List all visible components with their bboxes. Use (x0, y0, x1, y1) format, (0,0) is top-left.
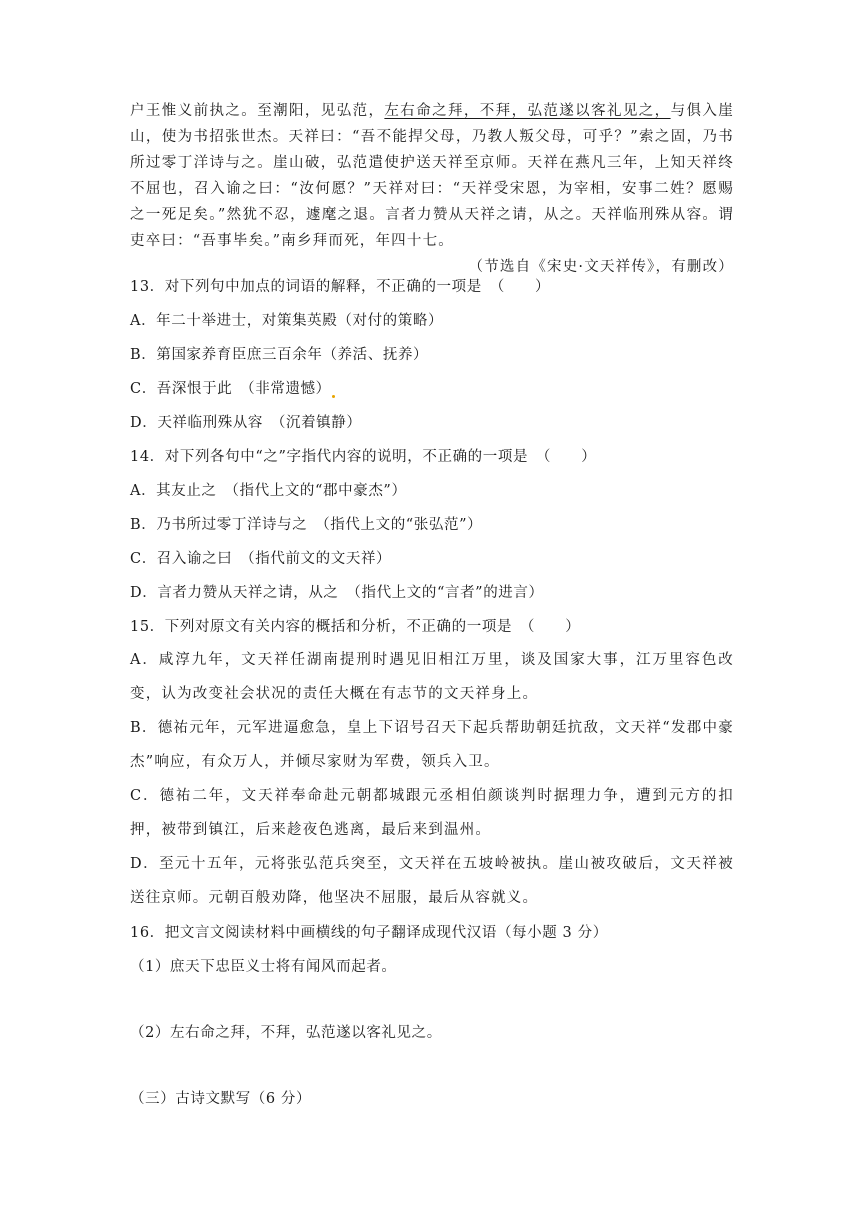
q14-option-a: A．其友止之 （指代上文的“郡中豪杰”） (130, 483, 407, 499)
passage-text-1: 户王惟义前执之。至潮阳，见弘范， (130, 103, 385, 119)
q16-sentence-2: （2）左右命之拜，不拜，弘范遂以客礼见之。 (130, 1025, 442, 1041)
q13-option-c (130, 377, 734, 398)
q15-option-b: B．德祐元年，元军进逼愈急，皇上下诏号召天下起兵帮助朝廷抗敌，文天祥“发郡中豪杰”响应，有众万人，并倾尽家财为军费，领兵入卫。 (130, 720, 734, 770)
underlined-sentence: 左右命之拜，不拜，弘范遂以客礼见之， (384, 103, 671, 119)
q15-option-d: D．至元十五年，元将张弘范兵突至，文天祥在五坡岭被执。崖山被攻破后，文天祥被送往京师。元朝百般劝降，他坚决不屈服，最后从容就义。 (130, 856, 734, 906)
section-heading: （三）古诗文默写（6 分） (130, 1091, 312, 1107)
q13-option-b: B．第国家养育臣庶三百余年（养活、抚养） (130, 347, 429, 363)
q16-sentence-1: （1）庶天下忠臣义士将有闻风而起者。 (130, 959, 397, 975)
q14-option-c: C．召入谕之曰 （指代前文的文天祥） (130, 551, 392, 567)
q16-stem: 16．把文言文阅读材料中画横线的句子翻译成现代汉语（每小题 3 分） (130, 925, 608, 941)
q13-option-c-text: C．吾深恨于此 （非常遗憾） (130, 381, 331, 397)
q15-stem: 15．下列对原文有关内容的概括和分析，不正确的一项是 （ ） (130, 619, 581, 635)
highlight-mark (332, 395, 335, 398)
passage-text-2: 与俱入崖山，使为书招张世杰。天祥曰：“吾不能捍父母，乃教人叛父母，可乎？”索之固，乃书所过零丁洋诗与之。崖山破，弘范遣使护送天祥至京师。天祥在燕凡三年，上知天祥终不屈也，召入谕之曰：“汝何愿？”天祥对曰：“天祥受宋恩，为宰相，安事二姓？愿赐之一死足矣。”然犹不忍，遽麾之退。言者力赞从天祥之请，从之。天祥临刑殊从容。谓吏卒曰：“吾事毕矣。”南乡拜而死，年四十七。 (130, 103, 734, 249)
q14-stem: 14．对下列各句中“之”字指代内容的说明，不正确的一项是 （ ） (130, 449, 597, 465)
q14-option-d: D．言者力赞从天祥之请，从之 （指代上文的“言者”的进言） (130, 585, 544, 601)
classical-passage (130, 98, 734, 280)
q14-option-b: B．乃书所过零丁洋诗与之 （指代上文的“张弘范”） (130, 517, 483, 533)
q15-option-a: A．咸淳九年，文天祥任湖南提刑时遇见旧相江万里，谈及国家大事，江万里容色改变，认为改变社会状况的责任大概在有志节的文天祥身上。 (130, 652, 734, 702)
q13-stem: 13．对下列句中加点的词语的解释，不正确的一项是 （ ） (130, 279, 551, 295)
q13-option-d: D．天祥临刑殊从容 （沉着镇静） (130, 415, 362, 431)
q13-option-a: A．年二十举进士，对策集英殿（对付的策略） (130, 313, 444, 329)
q15-option-c: C．德祐二年，文天祥奉命赴元朝都城跟元丞相伯颜谈判时据理力争，遭到元方的扣押，被带到镇江，后来趁夜色逃离，最后来到温州。 (130, 788, 734, 838)
passage-source: （节选自《宋史·文天祥传》，有删改） (468, 259, 734, 275)
